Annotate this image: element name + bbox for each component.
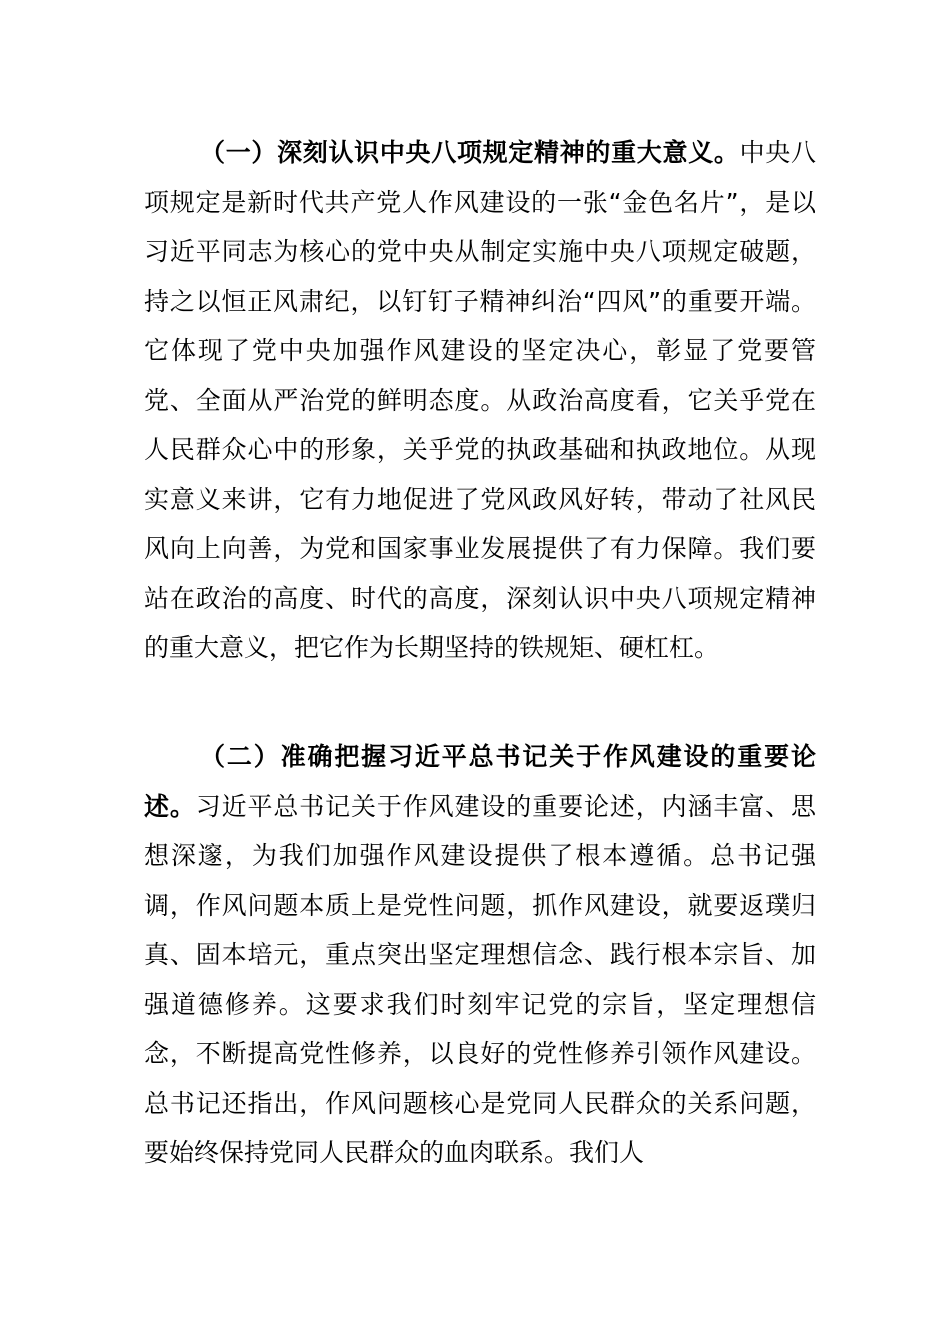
section-1-body: 中央八项规定是新时代共产党人作风建设的一张“金色名片”，是以习近平同志为核心的党中央从制定实施中央八项规定破题，持之以恒正风肃纪，以钉钉子精神纠治“四风”的重要开端。它体现了党中央加强作风建设的坚定决心，彰显了党要管党、全面从严治党的鲜明态度。从政治高度看，它关乎党在人民群众心中的形象，关乎党的执政基础和执政地位。从现实意义来讲，它有力地促进了党风政风好转，带动了社风民风向上向善，为党和国家事业发展提供了有力保障。我们要站在政治的高度、时代的高度，深刻认识中央八项规定精神的重大意义，把它作为长期坚持的铁规矩、硬杠杠。	[144, 138, 816, 662]
section-2-heading: （二）准确把握习近平总书记关于作风建设的重要论述。	[144, 742, 816, 821]
section-2-paragraph	[144, 732, 816, 1178]
section-1-paragraph	[144, 128, 816, 673]
section-1-heading: （一）深刻认识中央八项规定精神的重大意义。	[200, 138, 740, 167]
section-2-body: 习近平总书记关于作风建设的重要论述，内涵丰富、思想深邃，为我们加强作风建设提供了根本遵循。总书记强调，作风问题本质上是党性问题，抓作风建设，就要返璞归真、固本培元，重点突出坚定理想信念、践行根本宗旨、加强道德修养。这要求我们时刻牢记党的宗旨，坚定理想信念，不断提高党性修养，以良好的党性修养引领作风建设。总书记还指出，作风问题核心是党同人民群众的关系问题，要始终保持党同人民群众的血肉联系。我们人	[144, 791, 816, 1167]
